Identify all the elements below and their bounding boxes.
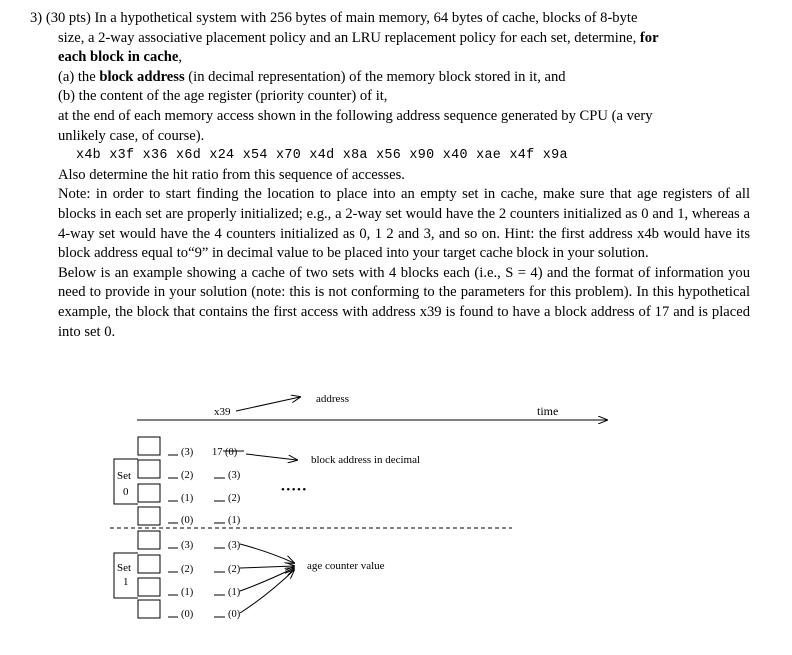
age-arrow — [240, 570, 294, 613]
col1-label: (1) — [181, 587, 194, 598]
col2-label: (1) — [228, 515, 241, 526]
part-a: (a) the block address (in decimal representation) of the memory block stored in it, and — [58, 68, 566, 85]
intro-line-2: size, a 2-way associative placement policy and an LRU replacement policy for each set, determine, for — [58, 29, 659, 46]
set-0-word: Set — [117, 470, 132, 482]
col1-label: (0) — [181, 515, 194, 526]
set-1-number: 1 — [123, 576, 129, 588]
age-counter-label: age counter value — [307, 560, 385, 572]
col1-label: (3) — [181, 447, 194, 458]
col2-label: (0) — [228, 609, 241, 620]
col2-label: (3) — [228, 470, 241, 481]
age-arrow — [240, 544, 294, 563]
address-arrow — [236, 397, 300, 411]
at-end-line-2: unlikely case, of course). — [58, 127, 205, 144]
at-end-line-1: at the end of each memory access shown in the following address sequence generated by CPU (a very — [58, 107, 653, 124]
intro-line-1: 3) (30 pts) In a hypothetical system with 256 bytes of main memory, 64 bytes of cache, blocks of 8-byte — [30, 10, 638, 26]
col1-label: (2) — [181, 470, 194, 481]
col1-label: (3) — [181, 540, 194, 551]
part-b: (b) the content of the age register (priority counter) of it, — [58, 88, 388, 105]
example-paragraph: Below is an example showing a cache of two sets with 4 blocks each (i.e., S = 4) and the format of information you need to provide in your solution (note: this is not conforming to the parameters for this problem). In this hypothetical example, the block that contains the first access with address x39 is found to have a block address of 17 and is placed into set 0. — [58, 264, 750, 340]
age-arrow — [240, 566, 294, 568]
col1-label: (2) — [181, 564, 194, 575]
col2-label: (2) — [228, 493, 241, 504]
intro-line-3: each block in cache, — [58, 49, 183, 66]
address-sequence: x4b x3f x36 x6d x24 x54 x70 x4d x8a x56 x90 x40 xae x4f x9a — [76, 148, 568, 164]
struck-age-value: (0) — [225, 447, 238, 458]
note-paragraph: Note: in order to start finding the location to place into an empty set in cache, make sure that age registers of all blocks in each set are properly initialized; e.g., a 2-way set would have the 2 counters initialized as 0 and 1, whereas a 4-way set would have the 4 counters initialized as 0, 1 2 and 3, and so on. Hint: the first address x4b would have its block address equal to“9” in decimal value to be placed into your target cache block in your solution. — [58, 186, 750, 262]
col1-label: (0) — [181, 609, 194, 620]
block-address-17: 17 — [212, 447, 223, 458]
hit-ratio-instruction: Also determine the hit ratio from this sequence of accesses. — [58, 166, 405, 183]
address-label: address — [316, 393, 349, 405]
ellipsis-dots: ••••• — [281, 484, 308, 496]
block-address-label: block address in decimal — [311, 454, 421, 466]
col2-label: (3) — [228, 540, 241, 551]
time-label: time — [537, 404, 559, 418]
col1-label: (1) — [181, 493, 194, 504]
col2-label: (1) — [228, 587, 241, 598]
age-arrow — [240, 568, 294, 591]
x39-label: x39 — [214, 406, 231, 418]
col2-label: (2) — [228, 564, 241, 575]
set-1-word: Set — [117, 562, 132, 574]
block-address-arrow — [246, 454, 297, 460]
set-0-number: 0 — [123, 486, 129, 498]
